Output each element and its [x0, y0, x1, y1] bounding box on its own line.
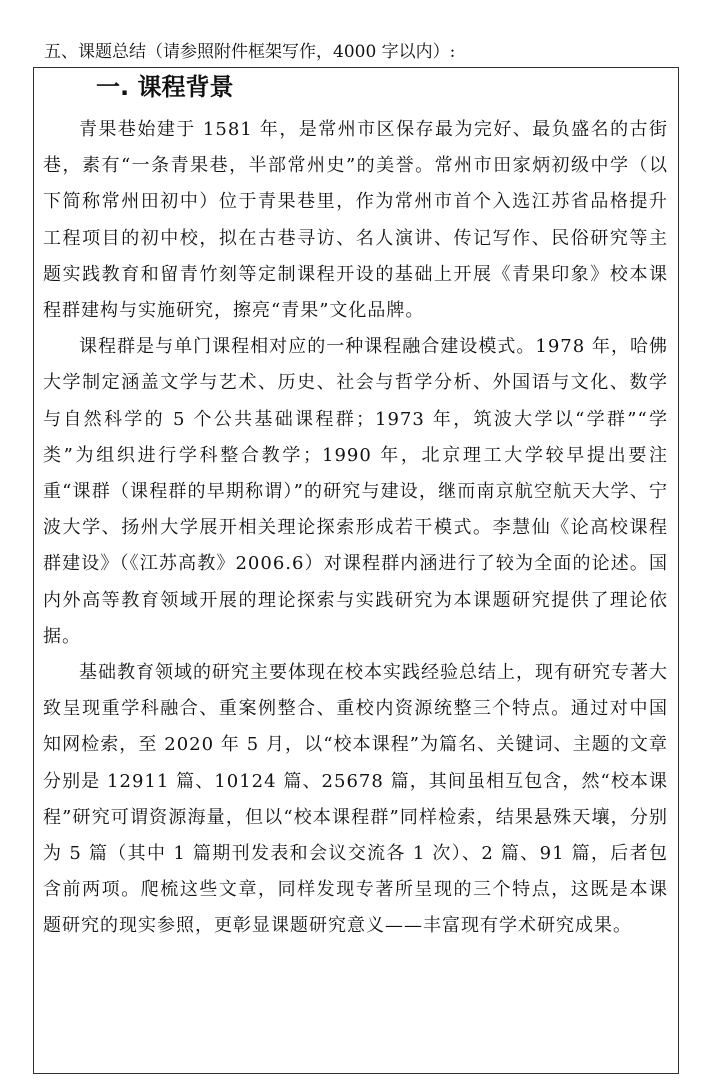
paragraph-3: 基础教育领域的研究主要体现在校本实践经验总结上，现有研究专著大致呈现重学科融合、重案例整合、重校内资源统整三个特点。通过对中国知网检索，至 2020 年 5 月，以“校本课程”为篇名、关键词、主题的文章分别是 12911 篇、10124 篇、25678 篇，其间虽相互包含，然“校本课程”研究可谓资源海量，但以“校本课程群”同样检索，结果悬殊天壤，分别为 5 篇（其中 1 篇期刊发表和会议交流各 1 次）、2 篇、91 篇，后者包含前两项。爬梳这些文章，同样发现专著所呈现的三个特点，这既是本课题研究的现实参照，更彰显课题研究意义——丰富现有学术研究成果。: [43, 662, 668, 937]
paragraph-1: 青果巷始建于 1581 年，是常州市区保存最为完好、最负盛名的古街巷，素有“一条青果巷，半部常州史”的美誉。常州市田家炳初级中学（以下简称常州田初中）位于青果巷里，作为常州市首个入选江苏省品格提升工程项目的初中校，拟在古巷寻访、名人演讲、传记写作、民俗研究等主题实践教育和留青竹刻等定制课程开设的基础上开展《青果印象》校本课程群建构与实施研究，擦亮“青果”文化品牌。: [43, 119, 668, 322]
body-text: [43, 112, 668, 945]
section-title: 一. 课程背景: [96, 73, 234, 101]
form-section-heading: 五、课题总结（请参照附件框架写作，4000 字以内）:: [44, 42, 456, 62]
paragraph-2: 课程群是与单门课程相对应的一种课程融合建设模式。1978 年，哈佛大学制定涵盖文学与艺术、历史、社会与哲学分析、外国语与文化、数学与自然科学的 5 个公共基础课程群；1973 年，筑波大学以“学群”“学类”为组织进行学科整合教学；1990 年，北京理工大学较早提出要注重“课群（课程群的早期称谓）”的研究与建设，继而南京航空航天大学、宁波大学、扬州大学展开相关理论探索形成若干模式。李慧仙《论高校课程群建设》（《江苏高教》2006.6）对课程群内涵进行了较为全面的论述。国内外高等教育领域开展的理论探索与实践研究为本课题研究提供了理论依据。: [43, 336, 668, 647]
